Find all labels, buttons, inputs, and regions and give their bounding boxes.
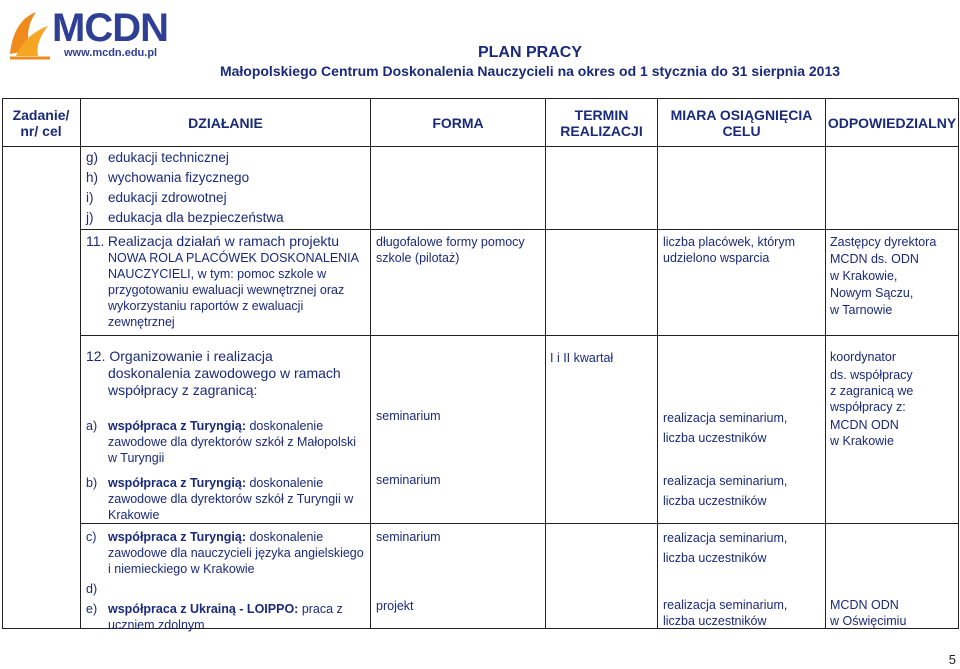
list-item: c) współpraca z Turyngią: doskonalenie zawodowe dla nauczycieli języka angielskiego i niemieckiego w Krakowie: [86, 530, 364, 576]
row11-miara: liczba placówek, którym udzielono wsparcia: [663, 235, 795, 265]
row-e-odpowiedzialny: MCDN ODN w Oświęcimiu: [830, 598, 907, 628]
logo-text: MCDN: [52, 6, 168, 50]
row12-a-forma: seminarium: [376, 409, 441, 423]
header-dzialanie: DZIAŁANIE: [188, 114, 263, 131]
header-forma: FORMA: [432, 114, 484, 131]
row12-a-miara: realizacja seminarium, liczba uczestników: [663, 411, 788, 445]
row12-dzialanie: 12. Organizowanie i realizacja doskonalenia zawodowego w ramach współpracy z zagranicą: a) współpraca z Turyngią: doskonalenie zawodowe dla dyrektorów szkół z Małopolski w Turyngii b) współpraca z Turyngią: doskonalenie zawodowe dla dyrektorów szkół z Turyngii w Krakowie: [86, 348, 368, 523]
title-line-1: PLAN PRACY: [477, 44, 582, 61]
row12-b-miara: realizacja seminarium, liczba uczestników: [663, 474, 788, 508]
logo-url: www.mcdn.edu.pl: [64, 47, 158, 59]
row11-odpowiedzialny: Zastępcy dyrektora MCDN ds. ODN w Krakowie, Nowym Sączu, w Tarnowie: [830, 235, 937, 317]
row12-odpowiedzialny: koordynator ds. współpracy z zagranicą we współpracy z: MCDN ODN w Krakowie: [830, 350, 914, 448]
row-e-forma: projekt: [376, 599, 414, 613]
row-c-forma: seminarium: [376, 530, 441, 544]
list-item: j) edukacja dla bezpieczeństwa: [86, 210, 284, 225]
row-c-miara: realizacja seminarium, liczba uczestników: [663, 531, 788, 565]
document-title: [100, 44, 960, 80]
list-item: d): [86, 582, 98, 596]
row11-dzialanie: 11. Realizacja działań w ramach projektu NOWA ROLA PLACÓWEK DOSKONALENIA NAUCZYCIELI, w tym: pomoc szkole w przygotowaniu ewaluacji wewnętrznej oraz wykorzystaniu raportów z ewaluacji zewnętrznej: [86, 233, 359, 329]
header-miara: MIARA OSIĄGNIĘCIA CELU: [670, 106, 813, 139]
row-c-e-dzialanie: [86, 529, 368, 633]
row12-termin: I i II kwartał: [550, 351, 614, 365]
list-item: a) współpraca z Turyngią: doskonalenie zawodowe dla dyrektorów szkół z Małopolski w Turyngii: [86, 419, 357, 465]
header-termin: TERMIN REALIZACJI: [560, 106, 643, 139]
page-number: 5: [948, 652, 956, 667]
list-item: h) wychowania fizycznego: [86, 170, 250, 185]
list-item: g) edukacji technicznej: [86, 150, 229, 165]
row12-b-forma: seminarium: [376, 473, 441, 487]
list-item: b) współpraca z Turyngią: doskonalenie zawodowe dla dyrektorów szkół z Turyngii w Krakowie: [86, 476, 354, 522]
row-e-miara: realizacja seminarium, liczba uczestników: [663, 598, 788, 628]
title-line-2: Małopolskiego Centrum Doskonalenia Nauczycieli na okres od 1 stycznia do 31 sierpnia 2013: [219, 63, 841, 79]
list-item: e) współpraca z Ukrainą - LOIPPO: praca z uczniem zdolnym: [86, 602, 343, 632]
list-item: i) edukacji zdrowotnej: [86, 190, 227, 205]
header-odpowiedzialny: ODPOWIEDZIALNY: [827, 114, 957, 131]
row11-forma: długofalowe formy pomocy szkole (pilotaż): [376, 235, 525, 265]
list-g-j: [86, 148, 366, 228]
header-zadanie: Zadanie/ nr/ cel: [12, 106, 70, 139]
